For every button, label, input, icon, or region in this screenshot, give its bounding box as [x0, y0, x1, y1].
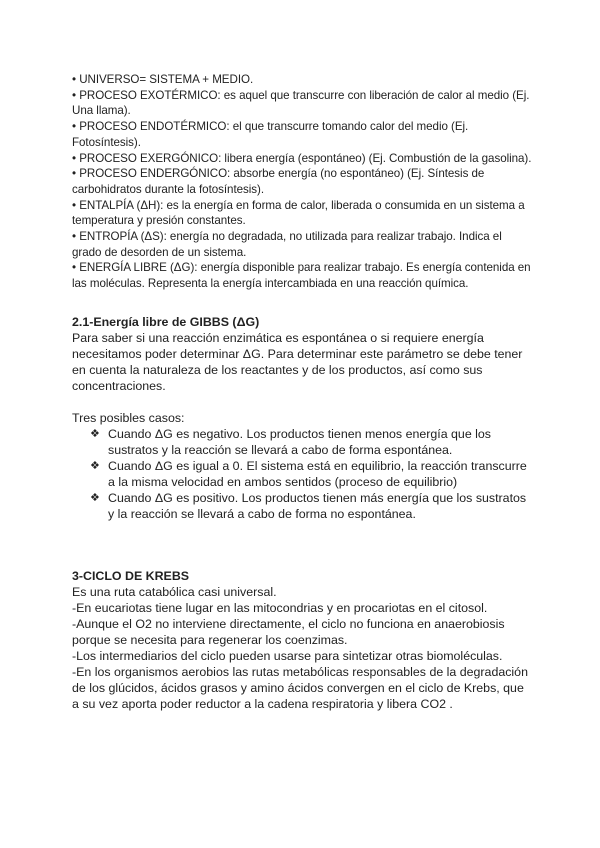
definition-text: ENTROPÍA (ΔS): energía no degradada, no utilizada para realizar trabajo. Indica el grado de desorden de un sistema. — [72, 230, 502, 259]
bullet-icon: • — [72, 167, 77, 181]
case-text: Cuando ΔG es positivo. Los productos tienen más energía que los sustratos y la reacción se llevará a cabo de forma no espontánea. — [108, 490, 527, 521]
definition-item — [72, 88, 532, 119]
definition-text: PROCESO ENDOTÉRMICO: el que transcurre tomando calor del medio (Ej. Fotosíntesis). — [72, 120, 469, 149]
krebs-line: -Los intermediarios del ciclo pueden usarse para sintetizar otras biomoléculas. — [72, 648, 503, 663]
definition-text: PROCESO EXERGÓNICO: libera energía (espontáneo) (Ej. Combustión de la gasolina). — [79, 151, 532, 165]
definition-text: PROCESO EXOTÉRMICO: es aquel que transcurre con liberación de calor al medio (Ej. Una llama). — [72, 88, 530, 118]
case-item — [90, 426, 532, 458]
cases-list — [72, 426, 532, 522]
krebs-section-title: 3-CICLO DE KREBS — [72, 568, 190, 583]
bullet-icon: • — [72, 230, 77, 244]
diamond-bullet-icon: ❖ — [90, 427, 100, 440]
bullet-icon: • — [72, 198, 77, 212]
bullet-icon: • — [72, 151, 77, 165]
bullet-icon: • — [72, 120, 77, 134]
diamond-bullet-icon: ❖ — [90, 491, 100, 504]
definition-item — [72, 229, 532, 260]
diamond-bullet-icon: ❖ — [90, 459, 100, 472]
case-text: Cuando ΔG es negativo. Los productos tienen menos energía que los sustratos y la reacción se llevará a cabo de forma espontánea. — [108, 426, 491, 457]
document-page — [72, 72, 532, 712]
definition-item — [72, 260, 532, 291]
cases-intro: Tres posibles casos: — [72, 410, 185, 425]
krebs-line: -Aunque el O2 no interviene directamente, el ciclo no funciona en anaerobiosis porque se necesita para regenerar los coenzimas. — [72, 616, 505, 647]
case-item — [90, 458, 532, 490]
definition-text: ENERGÍA LIBRE (ΔG): energía disponible para realizar trabajo. Es energía contenida en las moléculas. Representa la energía intercambiada en una reacción química. — [72, 261, 531, 291]
case-text: Cuando ΔG es igual a 0. El sistema está en equilibrio, la reacción transcurre a la misma velocidad en ambos sentidos (proceso de equilibrio) — [108, 458, 527, 489]
bullet-icon: • — [72, 261, 77, 275]
gibbs-section-title: 2.1-Energía libre de GIBBS (ΔG) — [72, 314, 260, 329]
krebs-body — [72, 584, 532, 712]
krebs-line: -En los organismos aerobios las rutas metabólicas responsables de la degradación de los glúcidos, ácidos grasos y amino ácidos convergen en el ciclo de Krebs, que a su vez aporta poder reductor a la cadena respiratoria y libera CO2 . — [72, 664, 528, 711]
case-item — [90, 490, 532, 522]
definitions-list — [72, 72, 532, 292]
definition-item — [72, 198, 532, 229]
definition-item — [72, 72, 532, 88]
krebs-line: Es una ruta catabólica casi universal. — [72, 584, 277, 599]
definition-text: ENTALPÍA (ΔH): es la energía en forma de calor, liberada o consumida en un sistema a temperatura y presión constantes. — [72, 198, 525, 228]
definition-item — [72, 151, 532, 167]
krebs-line: -En eucariotas tiene lugar en las mitocondrias y en procariotas en el citosol. — [72, 600, 488, 615]
definition-item — [72, 119, 532, 150]
bullet-icon: • — [72, 73, 77, 86]
definition-item — [72, 166, 532, 197]
definition-text: UNIVERSO= SISTEMA + MEDIO. — [79, 73, 254, 86]
definition-text: PROCESO ENDERGÓNICO: absorbe energía (no espontáneo) (Ej. Síntesis de carbohidratos durante la fotosíntesis). — [72, 167, 485, 196]
gibbs-paragraph: Para saber si una reacción enzimática es espontánea o si requiere energía necesitamos poder determinar ΔG. Para determinar este parámetro se debe tener en cuenta la naturaleza de los reactantes y de los productos, así como sus concentraciones. — [72, 330, 523, 393]
bullet-icon: • — [72, 88, 77, 102]
